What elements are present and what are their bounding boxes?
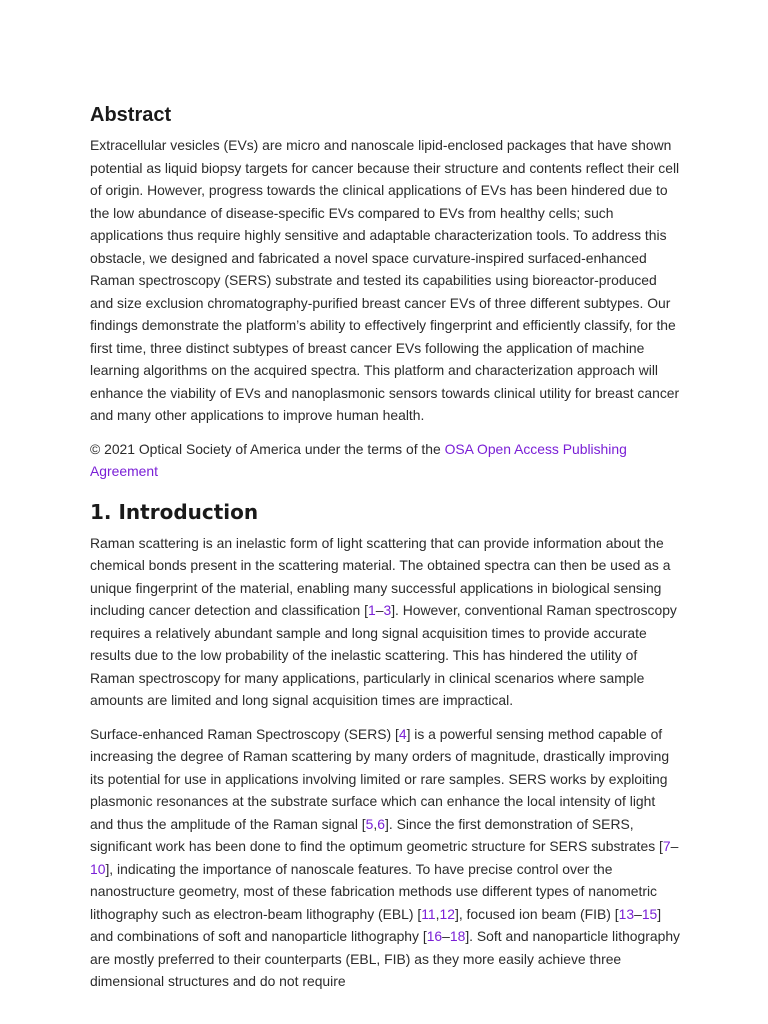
text-run: , (435, 905, 440, 922)
text-run: ]. Soft and nanoparticle lithography are mostly preferred to their counterparts (EBL, FIB) as they more easily achieve three dimensional structures and do not require (90, 928, 681, 989)
intro-paragraph-2 (90, 723, 680, 993)
text-run: ], indicating the importance of nanoscale features. To have precise control over the nanostructure geometry, most of these fabrication methods use different types of nanometric lithography such as electron-beam lithography (EBL) [ (90, 860, 657, 922)
article-body (90, 102, 680, 1004)
text-run: ] and combinations of soft and nanoparticle lithography [ (90, 905, 662, 944)
citation-link[interactable]: 13 (618, 905, 635, 922)
citation-link[interactable]: 4 (398, 725, 407, 742)
text-run: – (634, 905, 642, 922)
intro-paragraph-1 (90, 532, 680, 712)
osa-agreement-link[interactable]: OSA Open Access Publishing Agreement (90, 440, 627, 479)
text-run: – (442, 928, 450, 944)
citation-link[interactable]: 7 (662, 838, 671, 854)
text-run: ]. Since the first demonstration of SERS, significant work has been done to find the optimum geometric structure for SERS substrates [ (90, 815, 663, 854)
abstract-text: Extracellular vesicles (EVs) are micro and nanoscale lipid-enclosed packages that have shown potential as liquid biopsy targets for cancer because their structure and contents reflect their cell of origin. However, progress towards the clinical applications of EVs has been hindered due to the low abundance of disease-specific EVs compared to EVs from healthy cells; such applications thus require highly sensitive and adaptable characterization tools. To address this obstacle, we designed and fabricated a novel space curvature-inspired surfaced-enhanced Raman spectroscopy (SERS) substrate and tested its capabilities using bioreactor-produced and size exclusion chromatography-purified breast cancer EVs of three different subtypes. Our findings demonstrate the platform’s ability to effectively fingerprint and efficiently classify, for the first time, three distinct subtypes of breast cancer EVs following the application of machine learning algorithms on the acquired spectra. This platform and characterization approach will enhance the viability of EVs and nanoplasmonic sensors towards clinical utility for breast cancer and many other applications to improve human health. (90, 137, 680, 423)
copyright-text: © 2021 Optical Society of America under the terms of the (90, 440, 445, 457)
copyright-notice (90, 438, 680, 483)
text-run: – (375, 602, 384, 618)
text-run: ] is a powerful sensing method capable of increasing the degree of Raman scattering by many orders of magnitude, drastically improving its potential for use in applications involving limited or rare samples. SERS works by exploiting plasmonic resonances at the substrate surface which can enhance the local intensity of light and thus the amplitude of the Raman signal [ (90, 725, 670, 832)
citation-link[interactable]: 3 (383, 602, 392, 618)
citation-link[interactable]: 16 (426, 928, 443, 944)
citation-link[interactable]: 11 (421, 905, 436, 922)
text-run: Raman scattering is an inelastic form of light scattering that can provide information about the chemical bonds present in the scattering material. The obtained spectra can then be used as a unique fingerprint of the material, enabling many successful applications in biological sensing including cancer detection and classification [ (90, 534, 671, 618)
citation-link[interactable]: 12 (439, 905, 455, 922)
citation-link[interactable]: 1 (367, 602, 376, 618)
citation-link[interactable]: 15 (641, 905, 658, 922)
text-run: ]. However, conventional Raman spectroscopy requires a relatively abundant sample and long signal acquisition times to provide accurate results due to the low probability of the inelastic scattering. This has hindered the utility of Raman spectroscopy for many applications, particularly in clinical scenarios where sample amounts are limited and long signal acquisition times are impractical. (90, 602, 677, 708)
text-run: ], focused ion beam (FIB) [ (454, 905, 619, 922)
text-run: , (373, 815, 378, 832)
citation-link[interactable]: 6 (377, 815, 385, 832)
citation-link[interactable]: 10 (90, 860, 106, 877)
abstract-heading: Abstract (90, 104, 172, 126)
citation-link[interactable]: 18 (449, 928, 466, 944)
citation-link[interactable]: 5 (365, 815, 374, 832)
text-run: Surface-enhanced Raman Spectroscopy (SERS) [ (90, 725, 399, 742)
introduction-heading: 1. Introduction (90, 499, 259, 524)
text-run: – (670, 838, 679, 854)
